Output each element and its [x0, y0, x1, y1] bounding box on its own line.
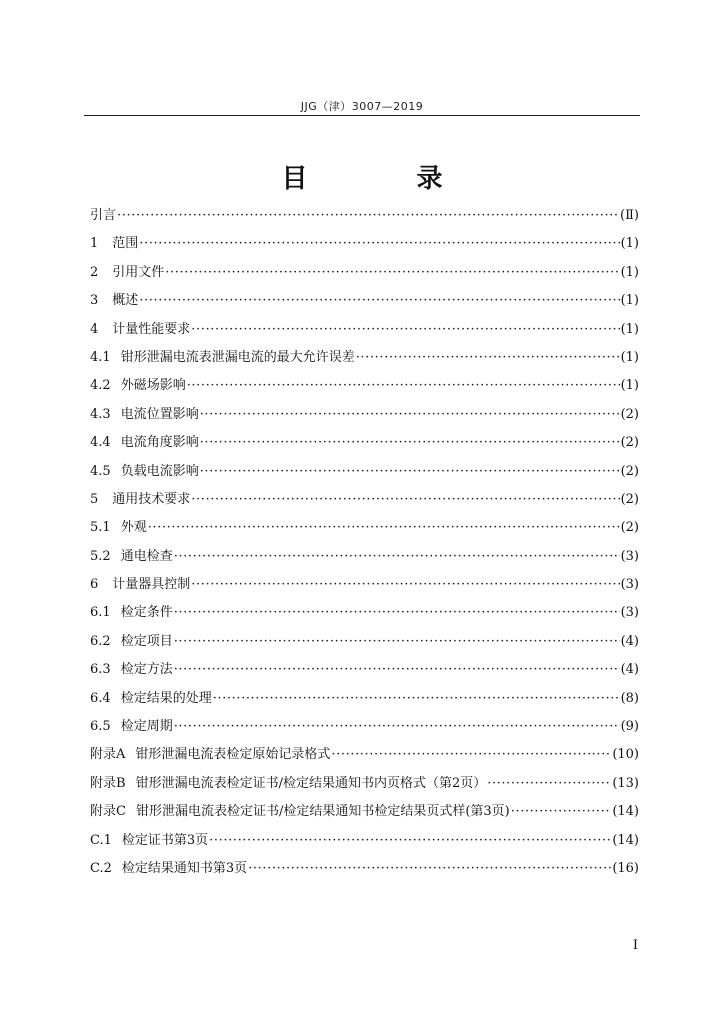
toc-entry-page: (3) [620, 577, 639, 593]
toc-entry[interactable] [90, 798, 639, 826]
toc-entry-label: 外观 [120, 520, 147, 536]
toc-entry-number: 5 [90, 491, 99, 507]
toc-entry[interactable] [90, 287, 639, 315]
toc-entry-number: 6.3 [90, 662, 111, 678]
toc-entry[interactable] [90, 401, 639, 429]
toc-entry-label: 外磁场影响 [120, 378, 186, 394]
dot-leader [174, 656, 620, 684]
toc-entry-number: C.1 [90, 832, 112, 848]
toc-entry-page: (4) [620, 662, 639, 678]
toc-entry-number: 2 [90, 264, 99, 280]
toc-entry[interactable] [90, 202, 639, 230]
toc-entry-label: 检定条件 [120, 605, 173, 621]
toc-entry[interactable] [90, 656, 639, 684]
toc-entry-number: 4.5 [90, 463, 111, 479]
dot-leader [511, 798, 612, 826]
toc-entry-page: (16) [612, 860, 639, 876]
toc-entry-number: 5.1 [90, 520, 111, 536]
toc-entry-page: (1) [620, 293, 639, 309]
toc-entry-page: (14) [612, 832, 639, 848]
toc-entry[interactable] [90, 486, 639, 514]
toc-entry[interactable] [90, 316, 639, 344]
toc-entry-number: 6 [90, 577, 99, 593]
toc-entry[interactable] [90, 599, 639, 627]
page-number: I [632, 938, 638, 953]
dot-leader [174, 599, 620, 627]
toc-entry-label: 通用技术要求 [112, 491, 191, 507]
toc-entry-number: 4.3 [90, 406, 111, 422]
dot-leader [356, 344, 620, 372]
toc-entry-label: 钳形泄漏电流表检定原始记录格式 [135, 747, 331, 763]
toc-entry[interactable] [90, 713, 639, 741]
dot-leader [191, 571, 619, 599]
dot-leader [191, 316, 619, 344]
toc-entry-page: (2) [620, 406, 639, 422]
toc-entry-label: 检定结果的处理 [120, 690, 212, 706]
toc-entry-label: 钳形泄漏电流表检定证书/检定结果通知书内页格式（第2页） [135, 775, 487, 791]
toc-entry-label: 概述 [112, 293, 139, 309]
toc-entry-number: 6.4 [90, 690, 111, 706]
dot-leader [200, 429, 620, 457]
toc-entry-page: (1) [620, 349, 639, 365]
toc-entry-label: 引用文件 [112, 264, 165, 280]
toc-entry-label: 负载电流影响 [120, 463, 199, 479]
toc-entry-number: 4.1 [90, 349, 111, 365]
dot-leader [139, 287, 619, 315]
toc-entry[interactable] [90, 770, 639, 798]
toc-entry-number: 3 [90, 293, 99, 309]
toc-entry[interactable] [90, 685, 639, 713]
toc-entry-label: 检定结果通知书第3页 [121, 860, 248, 876]
toc-entry-page: (4) [620, 633, 639, 649]
toc-entry-page: (14) [612, 804, 639, 820]
toc-entry-label: 电流位置影响 [120, 406, 199, 422]
toc-entry-label: 通电检查 [120, 548, 173, 564]
toc-entry-page: (2) [620, 435, 639, 451]
toc-entry[interactable] [90, 344, 639, 372]
toc-entry-number: 附录B [90, 775, 126, 791]
toc-entry[interactable] [90, 628, 639, 656]
toc-entry-label: 钳形泄漏电流表泄漏电流的最大允许误差 [120, 349, 355, 365]
dot-leader [487, 770, 611, 798]
toc-entry-page: (13) [612, 775, 639, 791]
table-of-contents [90, 202, 639, 883]
toc-entry-number: 附录A [90, 747, 126, 763]
dot-leader [200, 458, 620, 486]
toc-entry[interactable] [90, 230, 639, 258]
toc-entry-number: 1 [90, 236, 99, 252]
toc-entry-number: 6.5 [90, 719, 111, 735]
toc-entry-page: (1) [620, 378, 639, 394]
dot-leader [174, 543, 620, 571]
toc-entry-number: 6.1 [90, 605, 111, 621]
toc-entry[interactable] [90, 372, 639, 400]
toc-entry-label: 检定方法 [120, 662, 173, 678]
dot-leader [139, 230, 619, 258]
toc-entry[interactable] [90, 855, 639, 883]
toc-entry-label: 计量器具控制 [112, 577, 191, 593]
toc-entry[interactable] [90, 571, 639, 599]
toc-entry-page: (2) [620, 491, 639, 507]
toc-entry[interactable] [90, 259, 639, 287]
toc-entry-number: 4 [90, 321, 99, 337]
toc-entry-page: (Ⅱ) [620, 208, 639, 223]
toc-entry[interactable] [90, 543, 639, 571]
toc-entry-label: 范围 [112, 236, 139, 252]
toc-entry-label: 引言 [90, 208, 117, 223]
dot-leader [331, 741, 611, 769]
toc-entry-page: (1) [620, 264, 639, 280]
dot-leader [209, 827, 611, 855]
dot-leader [191, 486, 619, 514]
toc-entry[interactable] [90, 514, 639, 542]
toc-entry[interactable] [90, 429, 639, 457]
toc-entry[interactable] [90, 741, 639, 769]
toc-entry-number: 4.4 [90, 435, 111, 451]
toc-entry[interactable] [90, 458, 639, 486]
dot-leader [248, 855, 611, 883]
toc-entry-number: 5.2 [90, 548, 111, 564]
dot-leader [117, 202, 619, 230]
toc-entry-page: (1) [620, 236, 639, 252]
header-rule [84, 115, 640, 116]
dot-leader [200, 401, 620, 429]
dot-leader [148, 514, 620, 542]
toc-entry[interactable] [90, 827, 639, 855]
toc-entry-label: 检定证书第3页 [121, 832, 209, 848]
toc-entry-page: (10) [612, 747, 639, 763]
toc-entry-page: (9) [620, 719, 639, 735]
toc-entry-page: (1) [620, 321, 639, 337]
toc-entry-page: (3) [620, 605, 639, 621]
standard-code-header: JJG（津）3007—2019 [300, 100, 424, 113]
dot-leader [174, 713, 620, 741]
toc-entry-label: 检定项目 [120, 633, 173, 649]
toc-entry-page: (3) [620, 548, 639, 564]
toc-entry-page: (2) [620, 463, 639, 479]
dot-leader [174, 628, 620, 656]
dot-leader [165, 259, 619, 287]
toc-entry-number: 6.2 [90, 633, 111, 649]
dot-leader [187, 372, 620, 400]
toc-entry-page: (2) [620, 520, 639, 536]
toc-entry-label: 计量性能要求 [112, 321, 191, 337]
toc-entry-label: 钳形泄漏电流表检定证书/检定结果通知书检定结果页式样(第3页) [135, 804, 510, 820]
toc-entry-label: 检定周期 [120, 719, 173, 735]
toc-entry-number: 附录C [90, 804, 126, 820]
page-title: 目 录 [281, 164, 493, 194]
dot-leader [213, 685, 620, 713]
toc-entry-number: C.2 [90, 860, 112, 876]
toc-entry-page: (8) [620, 690, 639, 706]
toc-entry-number: 4.2 [90, 378, 111, 394]
toc-entry-label: 电流角度影响 [120, 435, 199, 451]
